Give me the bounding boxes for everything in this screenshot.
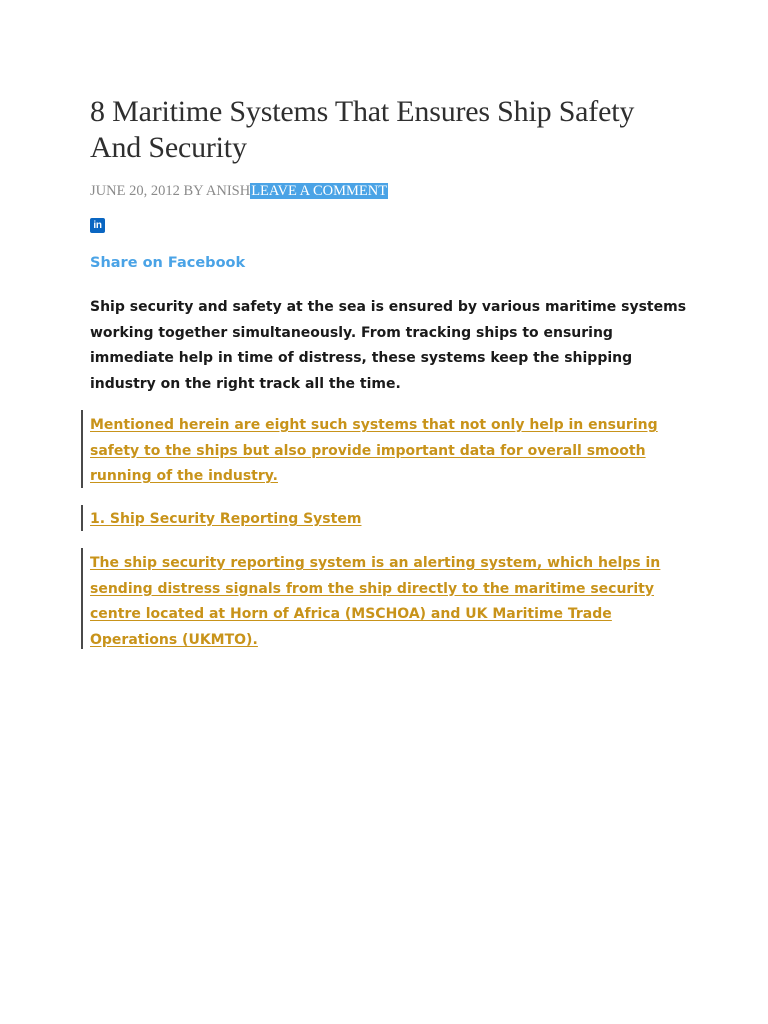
quote-bar-2 <box>81 548 83 649</box>
section-heading-link-1[interactable]: 1. Ship Security Reporting System <box>90 511 362 527</box>
article-meta <box>90 182 388 200</box>
date-author: JUNE 20, 2012 BY ANISH <box>90 183 251 199</box>
quote-bar-1 <box>81 410 83 488</box>
quote-link-2[interactable]: The ship security reporting system is an alerting system, which helps in sending distress signals from the ship directly to the maritime security centre located at Horn of Africa (MSCHOA) and UK Maritime Trade Operations (UKMTO). <box>90 555 661 648</box>
quote-link-1[interactable]: Mentioned herein are eight such systems that not only help in ensuring safety to the ships but also provide important data for overall smooth running of the industry. <box>90 417 658 484</box>
leave-comment-link[interactable]: LEAVE A COMMENT <box>251 183 388 199</box>
quote-paragraph-1[interactable] <box>90 413 690 490</box>
quote-paragraph-2[interactable] <box>90 551 690 653</box>
section-heading-1[interactable] <box>90 507 690 533</box>
heading-bar-1 <box>81 505 83 531</box>
intro-paragraph: Ship security and safety at the sea is ensured by various maritime systems working together simultaneously. From tracking ships to ensuring immediate help in time of distress, these systems keep the shipping industry on the right track all the time. <box>90 299 687 392</box>
article-title: 8 Maritime Systems That Ensures Ship Safety And Security <box>90 95 635 164</box>
linkedin-icon[interactable]: in <box>90 218 105 233</box>
share-facebook-link[interactable]: Share on Facebook <box>90 255 246 271</box>
